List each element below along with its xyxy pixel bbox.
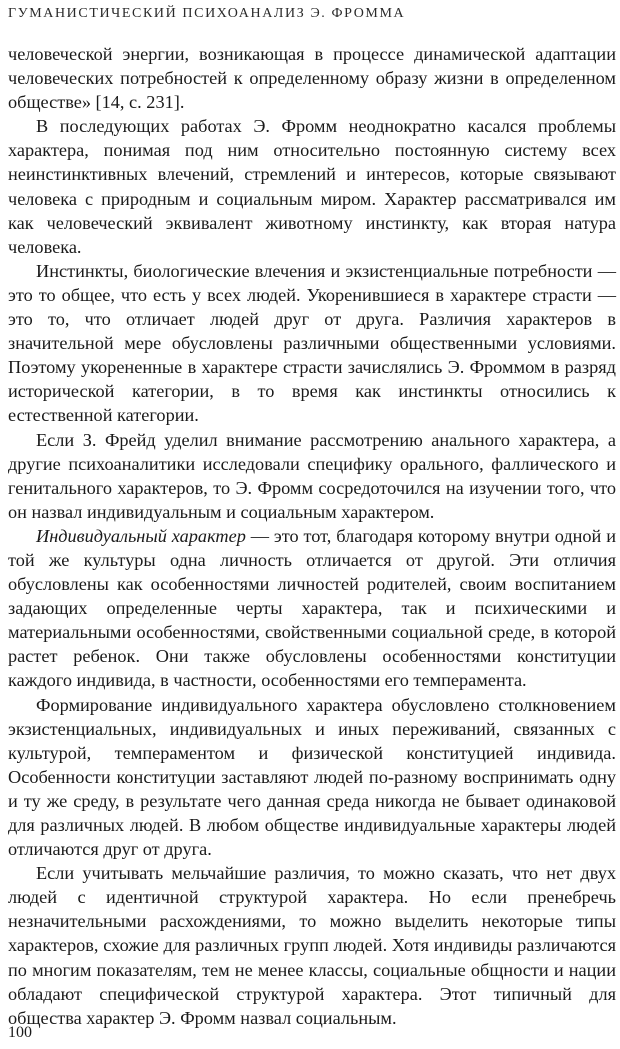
paragraph: В последующих работах Э. Фромм неоднократно касался проблемы характера, понимая под ним относительно постоянную систему всех неинстинктивных влечений, стремлений и интересов, которые связывают человека с природным и социальным миром. Характер рассматривался им как человеческий эквивалент животному инстинкту, как вторая натура человека. bbox=[8, 116, 616, 257]
paragraph: Если З. Фрейд уделил внимание рассмотрению анального характера, а другие психоаналитики исследовали специфику орального, фаллического и генитального характеров, то Э. Фромм сосредоточился на изучении того, что он назвал индивидуальным и социальным характером. bbox=[8, 429, 616, 522]
paragraph: Формирование индивидуального характера обусловлено столкновением экзистенциальных, индивидуальных и иных переживаний, связанных с культурой, темпераментом и физической конституцией индивида. Особенности конституции заставляют людей по-разному воспринимать одну и ту же среду, в результате чего данная среда никогда не бывает одинаковой для различных людей. В любом обществе индивидуальные характеры людей отличаются друг от друга. bbox=[8, 694, 616, 860]
paragraph: Инстинкты, биологические влечения и экзистенциальные потребности — это то общее, что есть у всех людей. Укоренившиеся в характере страсти — это то, что отличает людей друг от друга. Различия характеров в значительной мере обусловлены различными общественными условиями. Поэтому укорененные в характере страсти зачислялись Э. Фроммом в разряд исторической категории, в то время как инстинкты относились к естественной категории. bbox=[8, 260, 616, 426]
defined-term: Индивидуальный характер bbox=[36, 525, 246, 546]
paragraph-continuation: человеческой энергии, возникающая в процессе динамической адаптации человеческих потребностей к определенному образу жизни в определенном обществе» [14, с. 231]. bbox=[8, 44, 616, 113]
page-number: 100 bbox=[8, 1024, 32, 1041]
definition-text: — это тот, благодаря которому внутри одной и той же культуры одна личность отличается от другой. Эти отличия обусловлены как особенностями личностей родителей, своим воспитанием задающих определенные черты характера, так и психическими и материальными особенностями, свойственными социальной среде, в которой растет ребенок. Они также обусловлены особенностями конституции каждого индивида, в частности, особенностями его темперамента. bbox=[8, 525, 616, 691]
running-head: ГУМАНИСТИЧЕСКИЙ ПСИХОАНАЛИЗ Э. ФРОММА bbox=[8, 6, 406, 21]
paragraph-definition bbox=[8, 524, 616, 693]
paragraph: Если учитывать мельчайшие различия, то можно сказать, что нет двух людей с идентичной структурой характера. Но если пренебречь незначительными расхождениями, то можно выделить некоторые типы характеров, схожие для различных групп людей. Хотя индивиды различаются по многим показателям, тем не менее классы, социальные общности и нации обладают специфической структурой характера. Этот типичный для общества характер Э. Фромм назвал социальным. bbox=[8, 863, 616, 1028]
body-text bbox=[8, 42, 616, 1030]
